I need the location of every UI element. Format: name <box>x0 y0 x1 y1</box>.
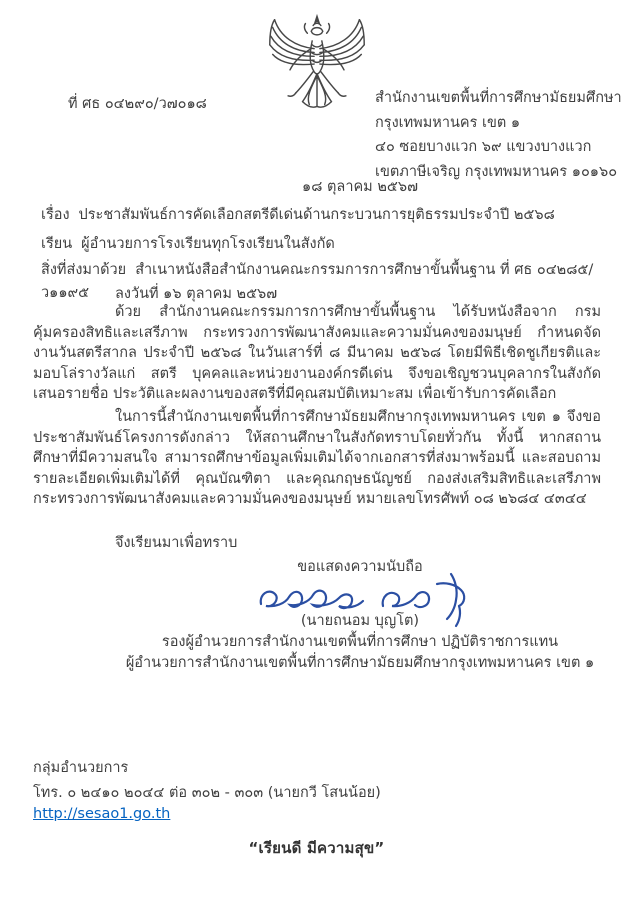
letter-date: ๑๘ ตุลาคม ๒๕๖๗ <box>302 179 418 195</box>
body-paragraph-2: ในการนี้สำนักงานเขตพื้นที่การศึกษามัธยมศึกษากรุงเทพมหานคร เขต ๑ จึงขอประชาสัมพันธ์โครงการดังกล่าว ให้สถานศึกษาในสังกัดทราบโดยทั่วกัน ทั้งนี้ หากสถานศึกษาที่มีความสนใจ สามารถศึกษาข้อมูลเพิ่มเติมได้จากเอกสารที่ส่งมาพร้อมนี้ และสอบถามรายละเอียดเพิ่มเติมได้ที่ คุณบัณฑิตา และคุณกฤษธนัญชย์ กองส่งเสริมสิทธิและเสรีภาพกระทรวงการพัฒนาสังคมและความมั่นคงของมนุษย์ หมายเลขโทรศัพท์ ๐๘ ๒๖๘๔ ๔๓๔๔ <box>33 409 601 507</box>
subject-line <box>41 203 601 226</box>
addressee-label: เรียน <box>41 236 73 252</box>
signer-position-line2: ผู้อำนวยการสำนักงานเขตพื้นที่การศึกษามัธยมศึกษากรุงเทพมหานคร เขต ๑ <box>125 655 595 671</box>
subject-label: เรื่อง <box>41 207 70 223</box>
subject-text: ประชาสัมพันธ์การคัดเลือกสตรีดีเด่นด้านกระบวนการยุติธรรมประจำปี ๒๕๖๘ <box>78 207 555 223</box>
garuda-emblem-icon <box>258 12 376 118</box>
body-paragraph-1: ด้วย สำนักงานคณะกรรมการการศึกษาขั้นพื้นฐาน ได้รับหนังสือจาก กรมคุ้มครองสิทธิและเสรีภาพ กระทรวงการพัฒนาสังคมและความมั่นคงของมนุษย์ กำหนดจัดงานวันสตรีสากล ประจำปี ๒๕๖๘ ในวันเสาร์ที่ ๘ มีนาคม ๒๕๖๘ โดยมีพิธีเชิดชูเกียรติและมอบโล่รางวัลแก่ สตรี บุคคลและหน่วยงานองค์กรดีเด่น จึงขอเชิญชวนบุคลากรในสังกัด เสนอรายชื่อ ประวัติและผลงานของสตรีที่มีคุณสมบัติเหมาะสม เพื่อเข้ารับการคัดเลือก <box>33 304 601 402</box>
sender-org-line1: สำนักงานเขตพื้นที่การศึกษามัธยมศึกษา <box>375 90 622 106</box>
attachment-date-line: ลงวันที่ ๑๖ ตุลาคม ๒๕๖๗ <box>115 286 278 302</box>
signer-name: (นายถนอม บุญโต) <box>300 613 420 629</box>
motto-text: “เรียนดี มีความสุข” <box>248 839 385 857</box>
reference-number: ที่ ศธ ๐๔๒๙๐/ว๗๐๑๘ <box>68 96 207 112</box>
footer-group-name: กลุ่มอำนวยการ <box>33 760 129 776</box>
addressee-line <box>41 232 601 255</box>
sender-address-block <box>375 86 622 184</box>
footer-website <box>33 806 170 822</box>
attachment-label: สิ่งที่ส่งมาด้วย <box>41 262 127 278</box>
sender-district: เขตภาษีเจริญ กรุงเทพมหานคร ๑๐๑๖๐ <box>375 163 618 180</box>
salutation: ขอแสดงความนับถือ <box>297 559 423 575</box>
footer-phone: โทร. ๐ ๒๔๑๐ ๒๐๔๔ ต่อ ๓๐๒ - ๓๐๓ (นายกวี โสนน้อย) <box>33 785 381 801</box>
addressee-text: ผู้อำนวยการโรงเรียนทุกโรงเรียนในสังกัด <box>81 236 335 252</box>
sender-org-line2: กรุงเทพมหานคร เขต ๑ <box>375 114 521 131</box>
attachment-text: สำเนาหนังสือสำนักงานคณะกรรมการการศึกษาขั้นพื้นฐาน ที่ ศธ ๐๔๒๘๕/ว๑๑๙๕ <box>41 262 594 301</box>
sender-street: ๔๐ ซอยบางแวก ๖๙ แขวงบางแวก <box>375 139 592 155</box>
website-link[interactable]: http://sesao1.go.th <box>33 806 171 822</box>
signer-position-line1: รองผู้อำนวยการสำนักงานเขตพื้นที่การศึกษา ปฏิบัติราชการแทน <box>161 634 559 650</box>
closing-notice: จึงเรียนมาเพื่อทราบ <box>115 535 238 551</box>
